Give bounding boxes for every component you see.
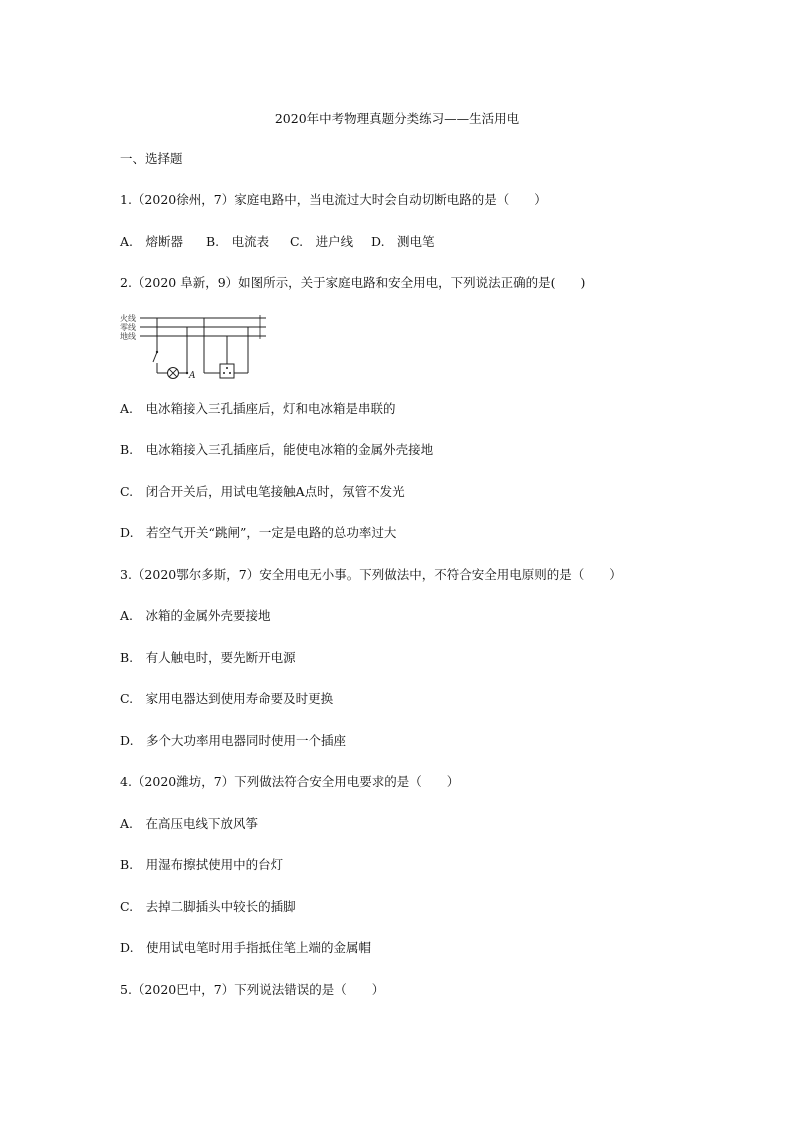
question-2-option-d: D. 若空气开关“跳闸”，一定是电路的总功率过大 <box>120 525 397 540</box>
question-1-stem: 1.（2020徐州，7）家庭电路中，当电流过大时会自动切断电路的是（ ） <box>120 192 547 207</box>
question-4-option-d: D. 使用试电笔时用手指抵住笔上端的金属帽 <box>120 940 372 955</box>
question-4-stem: 4.（2020潍坊，7）下列做法符合安全用电要求的是（ ） <box>120 774 460 789</box>
point-a-label: A <box>189 371 196 381</box>
question-3-option-b: B. 有人触电时，要先断开电源 <box>120 650 296 665</box>
question-3-option-c: C. 家用电器达到使用寿命要及时更换 <box>120 691 334 706</box>
question-5-stem: 5.（2020巴中，7）下列说法错误的是（ ） <box>120 982 385 997</box>
circuit-diagram <box>120 312 270 384</box>
question-3-option-d: D. 多个大功率用电器同时使用一个插座 <box>120 733 347 748</box>
circuit-diagram-svg <box>120 312 270 384</box>
question-3-option-a: A. 冰箱的金属外壳要接地 <box>120 608 271 623</box>
question-2-option-a: A. 电冰箱接入三孔插座后，灯和电冰箱是串联的 <box>120 401 396 416</box>
switch-pivot <box>156 351 158 353</box>
live-wire-label: 火线 <box>120 314 136 323</box>
ground-wire-label: 地线 <box>120 332 136 341</box>
question-4-option-c: C. 去掉二脚插头中较长的插脚 <box>120 899 296 914</box>
question-2-option-c: C. 闭合开关后，用试电笔接触A点时，氖管不发光 <box>120 484 405 499</box>
section-heading: 一、选择题 <box>120 151 183 166</box>
switch-lever <box>153 352 157 362</box>
neutral-wire-label: 零线 <box>120 323 136 332</box>
point-a-dot <box>186 372 188 374</box>
question-2-stem: 2.（2020 阜新，9）如图所示，关于家庭电路和安全用电，下列说法正确的是( ) <box>120 275 586 290</box>
page-title: 2020年中考物理真题分类练习——生活用电 <box>274 111 520 126</box>
three-hole-socket-symbol <box>220 364 234 378</box>
question-1-options <box>120 233 435 251</box>
question-1-option-c: C. 进户线 <box>290 234 354 249</box>
lamp-symbol <box>168 368 179 379</box>
question-2-option-b: B. 电冰箱接入三孔插座后，能使电冰箱的金属外壳接地 <box>120 442 434 457</box>
question-1-option-a: A. 熔断器 <box>120 234 184 249</box>
question-3-stem: 3.（2020鄂尔多斯，7）安全用电无小事。下列做法中，不符合安全用电原则的是（ ） <box>120 567 622 582</box>
question-4-option-b: B. 用湿布擦拭使用中的台灯 <box>120 857 284 872</box>
question-1-option-d: D. 测电笔 <box>371 234 435 249</box>
question-1-option-b: B. 电流表 <box>206 234 270 249</box>
question-4-option-a: A. 在高压电线下放风筝 <box>120 816 259 831</box>
